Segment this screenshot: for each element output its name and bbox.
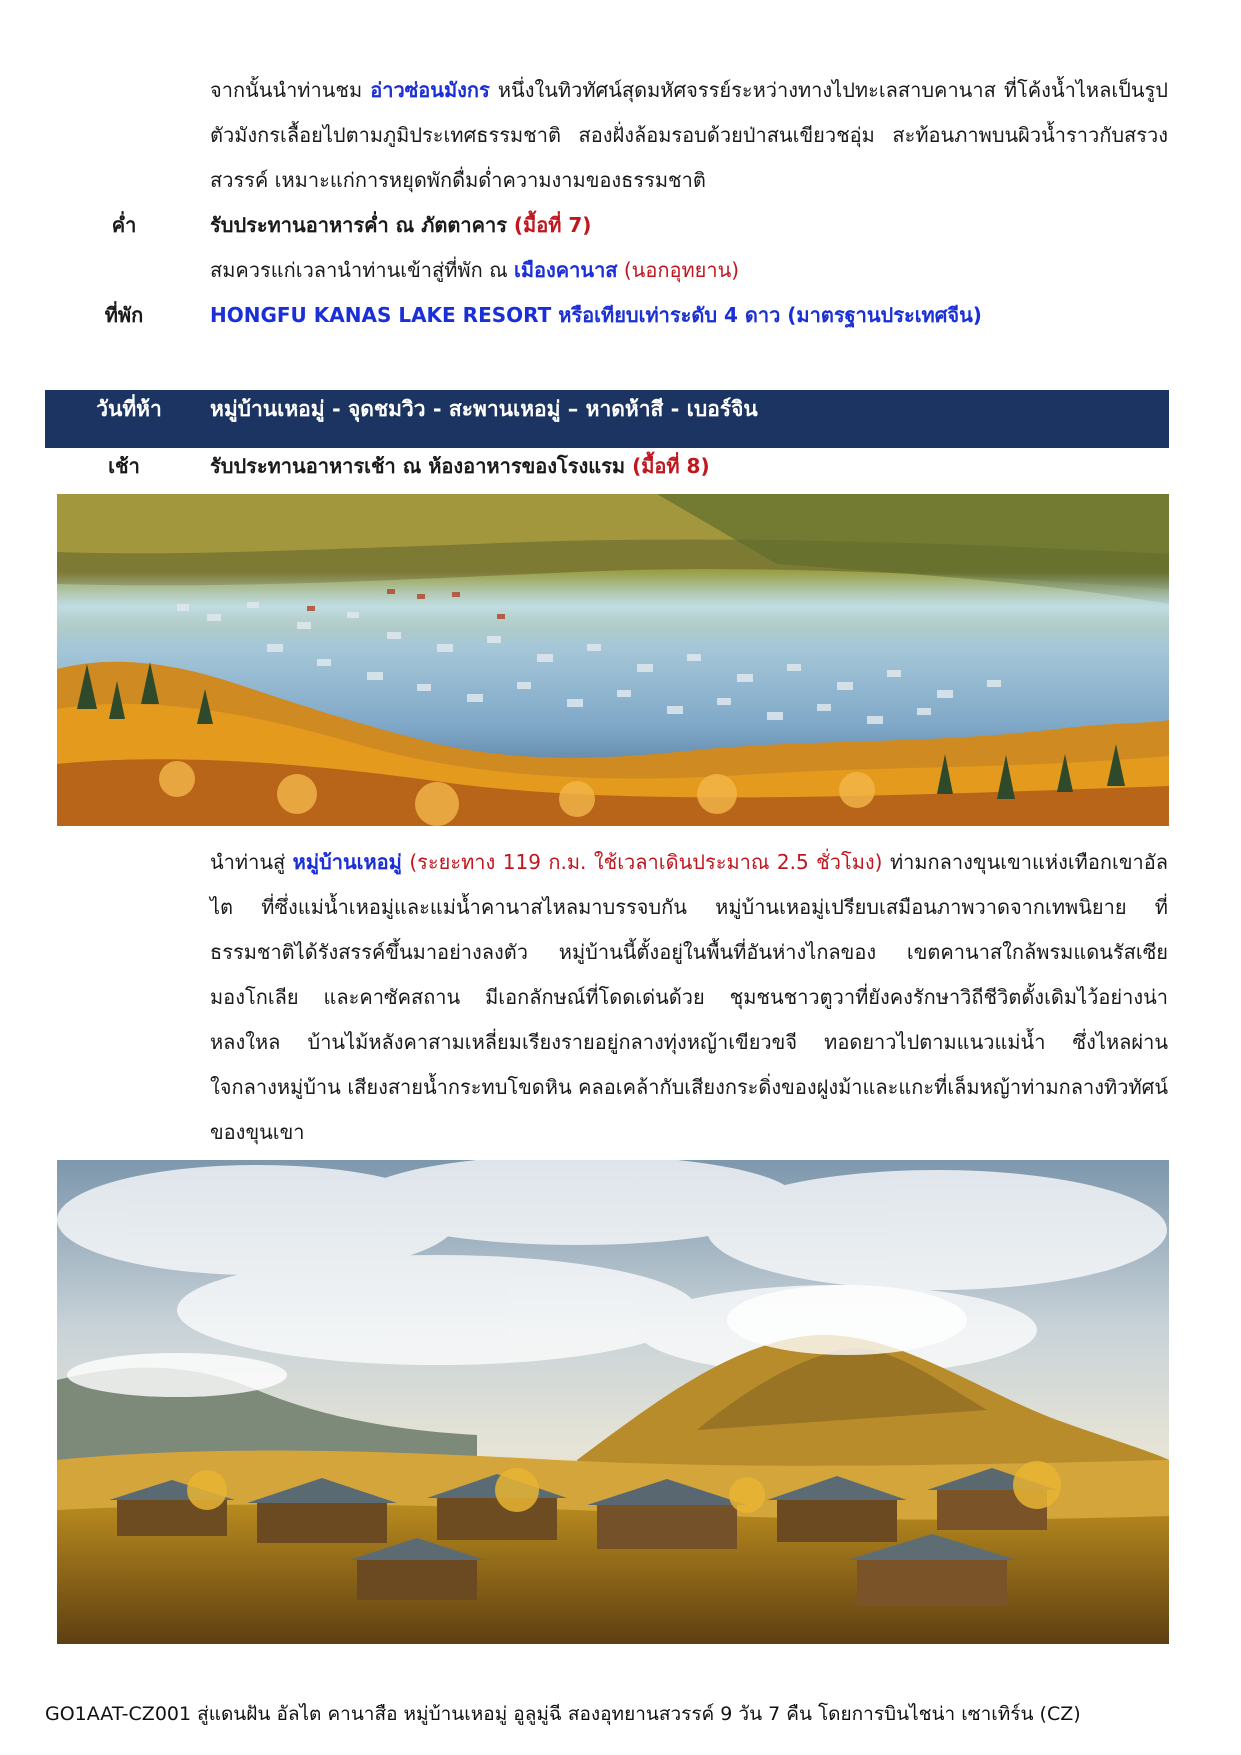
- dragon-bay-highlight: อ่าวซ่อนมังกร: [370, 78, 490, 102]
- breakfast-meal-number: (มื้อที่ 8): [632, 454, 710, 478]
- intro-paragraph: [210, 68, 1168, 203]
- day-title: หมู่บ้านเหอมู่ - จุดชมวิว - สะพานเหอมู่ – หาดห้าสี - เบอร์จิน: [210, 397, 758, 421]
- breakfast-label: เช้า: [108, 454, 140, 478]
- intro-text-rest: หนึ่งในทิวทัศน์สุดมหัศจรรย์ระหว่างทางไปทะเลสาบคานาส ที่โค้งน้ำไหลเป็นรูปตัวมังกรเลื้อยไปตามภูมิประเทศธรรมชาติ สองฝั่งล้อมรอบด้วยป่าสนเขียวชอุ่ม สะท้อนภาพบนผิวน้ำราวกับสรวงสวรรค์ เหมาะแก่การหยุดพักดื่มด่ำความงามของธรรมชาติ: [210, 78, 1168, 192]
- checkin-city: เมืองคานาส: [513, 258, 618, 282]
- intro-text-start: จากนั้นนำท่านชม: [210, 78, 371, 102]
- dinner-meal-number: (มื้อที่ 7): [513, 213, 592, 237]
- hemu-village-highlight: หมู่บ้านเหอมู่: [292, 850, 402, 874]
- hotel-label: ที่พัก: [104, 303, 144, 327]
- footer-tour-code: GO1AAT-CZ001 สู่แดนฝัน อัลไต คานาสือ หมู่บ้านเหอมู่ อูลูมู่ฉี สองอุทยานสวรรค์ 9 วัน 7 คืน โดยการบินไชน่า เซาเทิร์น (CZ): [45, 1703, 1081, 1725]
- hemu-village-illustration: [57, 1160, 1169, 1644]
- village-valley-photo: [57, 494, 1169, 826]
- dinner-line: [210, 210, 591, 240]
- village-text-start: นำท่านสู่: [210, 850, 293, 874]
- day-banner: [45, 390, 1169, 448]
- checkin-note: (นอกอุทยาน): [617, 258, 740, 282]
- dinner-label: ค่ำ: [111, 213, 137, 237]
- breakfast-line: [210, 451, 710, 481]
- breakfast-text: รับประทานอาหารเช้า ณ ห้องอาหารของโรงแรม: [210, 454, 633, 478]
- village-distance: (ระยะทาง 119 ก.ม. ใช้เวลาเดินประมาณ 2.5 ชั่วโมง): [401, 850, 883, 874]
- day-label: วันที่ห้า: [96, 397, 162, 421]
- checkin-line: [210, 255, 739, 285]
- hemu-village-photo: [57, 1160, 1169, 1644]
- village-text-rest: ท่ามกลางขุนเขาแห่งเทือกเขาอัลไต ที่ซึ่งแม่น้ำเหอมู่และแม่น้ำคานาสไหลมาบรรจบกัน หมู่บ้านเหอมู่เปรียบเสมือนภาพวาดจากเทพนิยาย ที่ธรรมชาติได้รังสรรค์ขึ้นมาอย่างลงตัว หมู่บ้านนี้ตั้งอยู่ในพื้นที่อันห่างไกลของ เขตคานาสใกล้พรมแดนรัสเซีย มองโกเลีย และคาซัคสถาน มีเอกลักษณ์ที่โดดเด่นด้วย ชุมชนชาวตูวาที่ยังคงรักษาวิถีชีวิตดั้งเดิมไว้อย่างน่าหลงใหล บ้านไม้หลังคาสามเหลี่ยมเรียงรายอยู่กลางทุ่งหญ้าเขียวขจี ทอดยาวไปตามแนวแม่น้ำ ซึ่งไหลผ่านใจกลางหมู่บ้าน เสียงสายน้ำกระทบโขดหิน คลอเคล้ากับเสียงกระดิ่งของฝูงม้าและแกะที่เล็มหญ้าท่ามกลางทิวทัศน์ของขุนเขา: [210, 850, 1168, 1144]
- village-paragraph: [210, 840, 1168, 1155]
- hotel-name: HONGFU KANAS LAKE RESORT หรือเทียบเท่าระดับ 4 ดาว (มาตรฐานประเทศจีน): [210, 303, 982, 327]
- checkin-text: สมควรแก่เวลานำท่านเข้าสู่ที่พัก ณ: [210, 258, 514, 282]
- village-valley-illustration: [57, 494, 1169, 826]
- dinner-text: รับประทานอาหารค่ำ ณ ภัตตาคาร: [210, 213, 514, 237]
